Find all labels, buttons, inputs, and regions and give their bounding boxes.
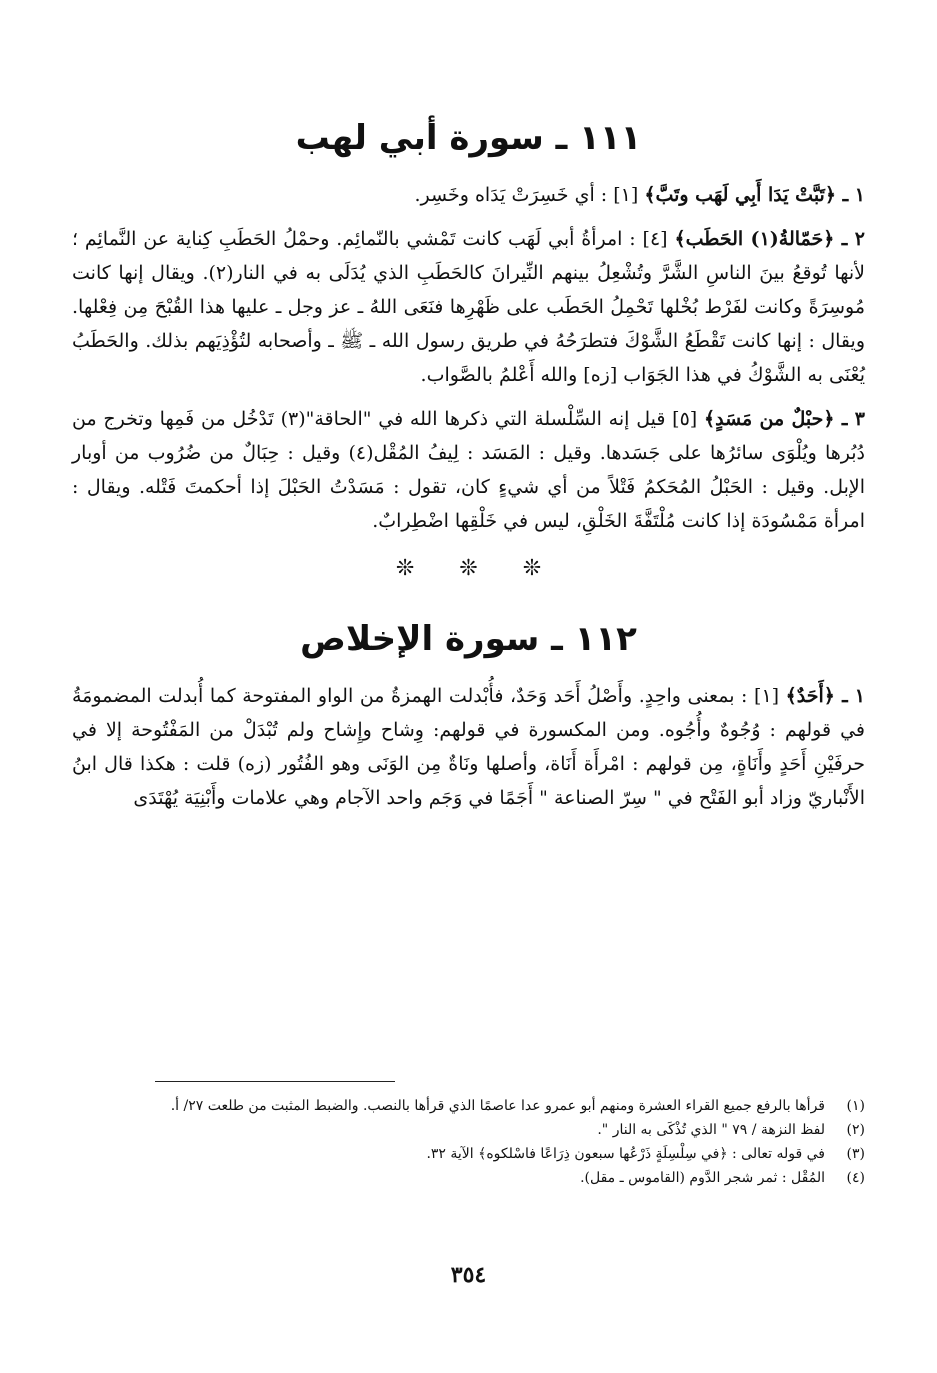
page-number: ٣٥٤ bbox=[450, 1262, 487, 1288]
verse-quote: ١ ـ ﴿تَبَّتْ يَدَا أَبِي لَهَب وتَبَّ﴾ bbox=[644, 184, 865, 206]
paragraph bbox=[72, 679, 865, 815]
footnote-text: قرأها بالرفع جميع القراء العشرة ومنهم أبو عمرو عدا عاصمًا الذي قرأها بالنصب. والضبط المثبت من طلعت ٢٧/ أ. bbox=[170, 1098, 825, 1114]
footnote-text: في قوله تعالى : ﴿في سِلْسِلَةٍ ذَرْعُها سبعون ذِرَاعًا فاسْلكوه﴾ الآية ٣٢. bbox=[426, 1146, 825, 1162]
paragraph bbox=[72, 402, 865, 538]
commentary-text: [١] : أي خَسِرَتْ يَدَاه وخَسِر. bbox=[414, 184, 645, 206]
footnote-text: لفظ النزهة / ٧٩ " الذي تُذْكَى به النار ". bbox=[597, 1122, 825, 1138]
footnote-item bbox=[72, 1094, 865, 1118]
section-title: ١١٢ ـ سورة الإخلاص bbox=[300, 619, 637, 659]
footnote-number: (٢) bbox=[846, 1122, 865, 1138]
section-separator: ❊ ❊ ❊ bbox=[395, 556, 542, 581]
footnote-number: (٣) bbox=[846, 1146, 865, 1162]
footnotes bbox=[72, 1094, 865, 1190]
section-surah-111 bbox=[72, 118, 865, 538]
section-surah-112 bbox=[72, 619, 865, 815]
footnote-number: (١) bbox=[846, 1098, 865, 1114]
paragraph bbox=[72, 178, 865, 212]
footnote-text: المُقْل : ثمر شجر الدَّوم (القاموس ـ مقل). bbox=[580, 1170, 825, 1186]
section-title: ١١١ ـ سورة أبي لهب bbox=[295, 118, 642, 158]
verse-quote: ١ ـ ﴿أَحَدٌ﴾ bbox=[785, 685, 865, 707]
verse-quote: ٢ ـ ﴿حَمّالةُ(١) الحَطَب﴾ bbox=[674, 228, 866, 250]
commentary-text: [٤] : امرأةُ أبي لَهَب كانت تَمْشي بالنّمائِم. وحمْلُ الحَطَبِ كِناية عن النَّمائِم ؛ لأنها تُوقعُ بينَ الناسِ الشَّرَّ وتُشْعِلُ بينهم النِّيرانَ كالحَطَبِ الذي يُدَلَى به في النار(٢). ويقال إنها كانت مُوسِرَةً وكانت لفَرْط بُخْلها تَحْمِلُ الحَطَب على ظَهْرِها فنَعَى اللهُ ـ عز وجل ـ عليها هذا القُبْحَ مِن فِعْلها. ويقال : إنها كانت تَقْطَعُ الشَّوْكَ فتطرَحُهُ في طريق رسول الله ـ ﷺ ـ وأصحابه لتُؤْذِيَهم بذلك. والحَطَبُ يُعْنَى به الشَّوْكُ في هذا الجَوَاب [زه] والله أَعْلمُ بالصَّواب. bbox=[72, 228, 865, 386]
commentary-text: [١] : بمعنى واحِدٍ. وأَصْلُ أَحَد وَحَدٌ، فأُبْدلت الهمزةُ من الواو المفتوحة كما أُبدلت المضمومَةُ في قولهم : وُجُوهٌ وأُجُوه. ومن المكسورة في قولهم: وِشاح وإِشاح ولم تُبْدَلْ من المَفْتُوحة إلا في حرفَيْنِ أَحَدٍ وأَنَاةٍ، مِن قولهم : امْرأَة أَنَاة، وأصلها ونَاةٌ مِن الوَنَى وهو الفُتُور (زه) قلت : هكذا قال ابنُ الأَنْباريّ وزاد أبو الفَتْح في " سِرّ الصناعة " أَجَمًا في وَجَم واحد الآجام وهي علامات وأَبْنِيَة يُهْتَدَى bbox=[72, 685, 865, 809]
footnote-item bbox=[72, 1166, 865, 1190]
footnote-item bbox=[72, 1118, 865, 1142]
footnote-item bbox=[72, 1142, 865, 1166]
page-body bbox=[72, 100, 865, 825]
paragraph bbox=[72, 222, 865, 392]
footnote-number: (٤) bbox=[846, 1170, 865, 1186]
footnote-divider bbox=[155, 1081, 395, 1082]
commentary-text: [٥] قيل إنه السِّلْسلة التي ذكرها الله في "الحاقة"(٣) تَدْخُل من فَمِها وتخرج من دُبُرها ويُلْوَى سائرُها على جَسَدها. وقيل : المَسَد : لِيفُ المُقْل(٤) وقيل : حِبَالٌ من ضُرُوب من أوبار الإبل. وقيل : الحَبْلُ المُحَكمُ فَتْلاً من أي شيءٍ كان، تقول : مَسَدْتُ الحَبْلَ إذا أحكمتَ فَتْله. ويقال : امرأة مَمْسُودَة إذا كانت مُلْتَفَّةَ الخَلْقِ، ليس في خَلْقِها اضْطِرابٌ. bbox=[72, 408, 865, 532]
verse-quote: ٣ ـ ﴿حبْلٌ من مَسَدٍ﴾ bbox=[703, 408, 865, 430]
